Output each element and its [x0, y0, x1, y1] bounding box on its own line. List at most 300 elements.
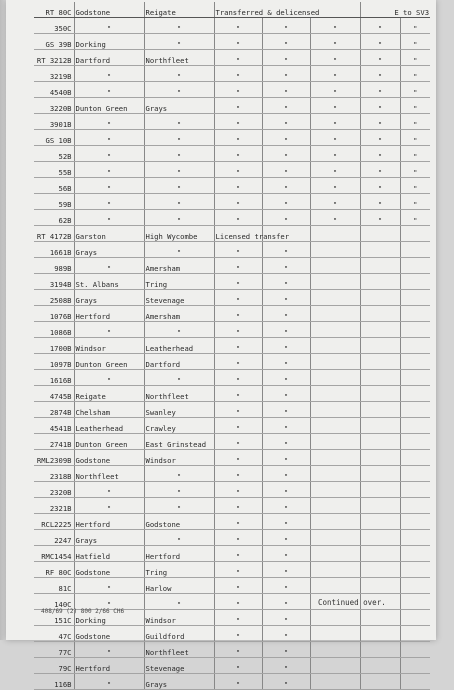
to-garage-cell: " — [144, 162, 214, 178]
to-garage-cell: Northfleet — [144, 386, 214, 402]
status-cell-5: " — [400, 18, 430, 34]
status-cell-3: " — [310, 34, 360, 50]
fleet-no-cell: RF 80C — [34, 562, 74, 578]
from-garage-cell: Godstone — [74, 626, 144, 642]
from-garage-cell: " — [74, 674, 144, 690]
status-cell: " — [214, 18, 262, 34]
status-cell-5 — [400, 386, 430, 402]
status-cell: " — [214, 322, 262, 338]
fleet-no-cell: 989B — [34, 258, 74, 274]
fleet-no-cell: 1076B — [34, 306, 74, 322]
status-cell-2: " — [262, 418, 310, 434]
from-garage-cell: Dorking — [74, 610, 144, 626]
status-cell-3 — [310, 402, 360, 418]
from-garage-cell: " — [74, 210, 144, 226]
status-cell-5: " — [400, 114, 430, 130]
status-cell: " — [214, 546, 262, 562]
status-cell-5 — [400, 546, 430, 562]
to-garage-cell: Amersham — [144, 306, 214, 322]
status-cell-3 — [310, 578, 360, 594]
status-cell-4 — [360, 546, 400, 562]
table-row — [34, 66, 430, 82]
from-garage-cell: Hertford — [74, 658, 144, 674]
status-cell-2: " — [262, 258, 310, 274]
status-cell-4: " — [360, 66, 400, 82]
status-cell-3 — [310, 370, 360, 386]
status-cell-4 — [360, 226, 400, 242]
from-garage-cell: Leatherhead — [74, 418, 144, 434]
status-cell-2: " — [262, 354, 310, 370]
table-row — [34, 274, 430, 290]
status-cell: " — [214, 242, 262, 258]
status-cell-5: " — [400, 210, 430, 226]
table-row — [34, 146, 430, 162]
from-garage-cell: " — [74, 482, 144, 498]
status-cell-4 — [360, 514, 400, 530]
status-cell-3: " — [310, 50, 360, 66]
status-cell-3 — [310, 418, 360, 434]
status-cell: " — [214, 34, 262, 50]
status-cell-2: " — [262, 322, 310, 338]
status-cell-3 — [310, 610, 360, 626]
status-cell-4 — [360, 338, 400, 354]
status-cell: " — [214, 130, 262, 146]
status-cell-3: " — [310, 178, 360, 194]
status-cell: " — [214, 482, 262, 498]
status-cell-2: " — [262, 466, 310, 482]
status-cell-3 — [310, 482, 360, 498]
status-cell-5 — [400, 466, 430, 482]
from-garage-cell: " — [74, 498, 144, 514]
status-cell: " — [214, 50, 262, 66]
from-garage-cell: " — [74, 146, 144, 162]
status-cell-3 — [310, 242, 360, 258]
status-cell: " — [214, 82, 262, 98]
from-garage-cell: Godstone — [74, 450, 144, 466]
status-cell-3 — [310, 562, 360, 578]
table-row — [34, 210, 430, 226]
status-cell: " — [214, 642, 262, 658]
status-cell-5: " — [400, 82, 430, 98]
status-cell-3 — [310, 514, 360, 530]
status-cell: " — [214, 434, 262, 450]
table-row — [34, 194, 430, 210]
status-cell-4 — [360, 386, 400, 402]
to-garage-cell: " — [144, 34, 214, 50]
header-end: E to SV3 — [360, 2, 430, 18]
fleet-no-cell: 2741B — [34, 434, 74, 450]
status-cell-3: " — [310, 114, 360, 130]
status-cell-5: " — [400, 162, 430, 178]
status-cell-5 — [400, 226, 430, 242]
fleet-no-cell: 77C — [34, 642, 74, 658]
header-from: Godstone — [74, 2, 144, 18]
to-garage-cell: " — [144, 530, 214, 546]
status-cell-5 — [400, 450, 430, 466]
status-cell: " — [214, 402, 262, 418]
to-garage-cell: East Grinstead — [144, 434, 214, 450]
status-cell-4: " — [360, 82, 400, 98]
from-garage-cell: " — [74, 130, 144, 146]
from-garage-cell: Northfleet — [74, 466, 144, 482]
from-garage-cell: St. Albans — [74, 274, 144, 290]
status-cell-5 — [400, 610, 430, 626]
status-cell-2: " — [262, 146, 310, 162]
continued-note: Continued over. — [318, 598, 386, 607]
status-cell-4 — [360, 242, 400, 258]
from-garage-cell: Dunton Green — [74, 354, 144, 370]
table-row — [34, 562, 430, 578]
status-cell: " — [214, 290, 262, 306]
to-garage-cell: " — [144, 482, 214, 498]
status-cell-2: " — [262, 18, 310, 34]
fleet-no-cell: 1700B — [34, 338, 74, 354]
to-garage-cell: Harlow — [144, 578, 214, 594]
fleet-no-cell: RML2309B — [34, 450, 74, 466]
fleet-no-cell: 2318B — [34, 466, 74, 482]
to-garage-cell: Swanley — [144, 402, 214, 418]
status-cell-5 — [400, 322, 430, 338]
status-cell-3 — [310, 338, 360, 354]
status-cell-5 — [400, 274, 430, 290]
status-cell-2: " — [262, 530, 310, 546]
status-cell-2: " — [262, 306, 310, 322]
fleet-no-cell: RT 4172B — [34, 226, 74, 242]
table-row — [34, 578, 430, 594]
table-row — [34, 450, 430, 466]
status-cell-2: " — [262, 34, 310, 50]
status-cell: " — [214, 418, 262, 434]
status-cell-4 — [360, 562, 400, 578]
status-cell-3 — [310, 498, 360, 514]
to-garage-cell: Windsor — [144, 610, 214, 626]
table-row — [34, 418, 430, 434]
fleet-no-cell: GS 39B — [34, 34, 74, 50]
status-cell-2: " — [262, 498, 310, 514]
to-garage-cell: Stevenage — [144, 290, 214, 306]
table-row — [34, 98, 430, 114]
to-garage-cell: Tring — [144, 562, 214, 578]
status-cell-2: " — [262, 514, 310, 530]
fleet-no-cell: 2321B — [34, 498, 74, 514]
status-cell-4: " — [360, 194, 400, 210]
status-cell-4: " — [360, 162, 400, 178]
status-cell-4 — [360, 674, 400, 690]
status-cell-3 — [310, 530, 360, 546]
table-row — [34, 434, 430, 450]
status-cell-2: " — [262, 82, 310, 98]
table-row — [34, 338, 430, 354]
fleet-no-cell: 116B — [34, 674, 74, 690]
to-garage-cell: " — [144, 82, 214, 98]
fleet-no-cell: 79C — [34, 658, 74, 674]
status-cell-4 — [360, 658, 400, 674]
vehicle-transfer-table — [34, 2, 430, 690]
status-cell: " — [214, 178, 262, 194]
from-garage-cell: Dunton Green — [74, 98, 144, 114]
status-cell-3: " — [310, 146, 360, 162]
table-row — [34, 258, 430, 274]
header-to: Reigate — [144, 2, 214, 18]
status-cell: " — [214, 98, 262, 114]
status-cell-5 — [400, 642, 430, 658]
from-garage-cell: " — [74, 82, 144, 98]
fleet-no-cell: 2247 — [34, 530, 74, 546]
status-cell-5 — [400, 674, 430, 690]
status-cell-4: " — [360, 114, 400, 130]
status-cell-4 — [360, 642, 400, 658]
table-row — [34, 50, 430, 66]
status-cell-2: " — [262, 210, 310, 226]
from-garage-cell: Dorking — [74, 34, 144, 50]
table-row — [34, 290, 430, 306]
status-cell: " — [214, 530, 262, 546]
status-cell-5: " — [400, 146, 430, 162]
table-row — [34, 466, 430, 482]
table-row — [34, 114, 430, 130]
to-garage-cell: Dartford — [144, 354, 214, 370]
fleet-no-cell: 1661B — [34, 242, 74, 258]
status-cell-3 — [310, 306, 360, 322]
status-cell-4 — [360, 450, 400, 466]
status-cell-3: " — [310, 82, 360, 98]
status-cell: " — [214, 450, 262, 466]
status-cell: " — [214, 306, 262, 322]
status-cell-2: " — [262, 114, 310, 130]
status-cell-2: " — [262, 370, 310, 386]
status-cell-4 — [360, 274, 400, 290]
fleet-no-cell: RCL2225 — [34, 514, 74, 530]
status-cell-3 — [310, 354, 360, 370]
to-garage-cell: " — [144, 178, 214, 194]
status-cell-5 — [400, 354, 430, 370]
status-cell-3 — [310, 466, 360, 482]
status-cell-3 — [310, 626, 360, 642]
status-cell: " — [214, 338, 262, 354]
from-garage-cell: " — [74, 162, 144, 178]
to-garage-cell: " — [144, 242, 214, 258]
status-cell-5 — [400, 626, 430, 642]
status-cell-5: " — [400, 194, 430, 210]
status-cell-2: " — [262, 642, 310, 658]
status-cell-4: " — [360, 18, 400, 34]
from-garage-cell: Garston — [74, 226, 144, 242]
header-row — [34, 2, 430, 18]
status-cell-5: " — [400, 50, 430, 66]
status-cell-3: " — [310, 210, 360, 226]
from-garage-cell: Windsor — [74, 338, 144, 354]
status-cell-2: " — [262, 178, 310, 194]
status-cell-4 — [360, 322, 400, 338]
status-cell: " — [214, 466, 262, 482]
status-cell-4 — [360, 530, 400, 546]
from-garage-cell: Chelsham — [74, 402, 144, 418]
table-row — [34, 162, 430, 178]
status-cell-3: " — [310, 66, 360, 82]
fleet-no-cell: 81C — [34, 578, 74, 594]
from-garage-cell: Hatfield — [74, 546, 144, 562]
table-row — [34, 178, 430, 194]
status-cell-4 — [360, 610, 400, 626]
status-cell-5: " — [400, 178, 430, 194]
status-cell: " — [214, 626, 262, 642]
status-cell-2: " — [262, 578, 310, 594]
table-row — [34, 386, 430, 402]
fleet-no-cell: RT 3212B — [34, 50, 74, 66]
status-cell-5 — [400, 290, 430, 306]
status-cell: " — [214, 370, 262, 386]
fleet-no-cell: RMC1454 — [34, 546, 74, 562]
status-cell-2: " — [262, 386, 310, 402]
status-cell: " — [214, 114, 262, 130]
table-row — [34, 514, 430, 530]
fleet-no-cell: 4540B — [34, 82, 74, 98]
status-cell: " — [214, 66, 262, 82]
status-cell-2: " — [262, 402, 310, 418]
status-cell-2: " — [262, 626, 310, 642]
status-cell-5: " — [400, 34, 430, 50]
status-cell-3: " — [310, 18, 360, 34]
to-garage-cell: " — [144, 66, 214, 82]
status-cell-4: " — [360, 34, 400, 50]
to-garage-cell: Amersham — [144, 258, 214, 274]
status-cell-2: " — [262, 450, 310, 466]
from-garage-cell: Dunton Green — [74, 434, 144, 450]
status-cell-4 — [360, 354, 400, 370]
table-row — [34, 306, 430, 322]
to-garage-cell: High Wycombe — [144, 226, 214, 242]
to-garage-cell: " — [144, 130, 214, 146]
from-garage-cell: Godstone — [74, 562, 144, 578]
from-garage-cell: Grays — [74, 290, 144, 306]
status-cell: " — [214, 162, 262, 178]
status-cell-4: " — [360, 178, 400, 194]
fleet-no-cell: 2320B — [34, 482, 74, 498]
to-garage-cell: Windsor — [144, 450, 214, 466]
status-cell-5 — [400, 578, 430, 594]
table-row — [34, 130, 430, 146]
table-row — [34, 498, 430, 514]
status-cell-3 — [310, 386, 360, 402]
status-cell-2: " — [262, 674, 310, 690]
status-cell-4: " — [360, 210, 400, 226]
document-page — [6, 0, 436, 689]
status-cell-2: " — [262, 290, 310, 306]
status-cell: " — [214, 514, 262, 530]
to-garage-cell: " — [144, 146, 214, 162]
fleet-no-cell: 52B — [34, 146, 74, 162]
status-cell-2: " — [262, 482, 310, 498]
status-cell-5 — [400, 418, 430, 434]
fleet-no-cell: 3194B — [34, 274, 74, 290]
fleet-no-cell: 55B — [34, 162, 74, 178]
status-cell-5: " — [400, 130, 430, 146]
fleet-no-cell: 151C — [34, 610, 74, 626]
from-garage-cell: " — [74, 322, 144, 338]
status-cell-2: " — [262, 610, 310, 626]
header-transfer: Transferred & delicensed — [214, 2, 360, 18]
status-cell-3 — [310, 258, 360, 274]
status-cell-2: " — [262, 162, 310, 178]
status-cell-4 — [360, 370, 400, 386]
status-cell-2: " — [262, 546, 310, 562]
table-row — [34, 674, 430, 690]
from-garage-cell: " — [74, 642, 144, 658]
to-garage-cell: " — [144, 594, 214, 610]
to-garage-cell: " — [144, 498, 214, 514]
table-row — [34, 370, 430, 386]
status-cell-3: " — [310, 162, 360, 178]
to-garage-cell: " — [144, 114, 214, 130]
status-cell-5 — [400, 482, 430, 498]
status-cell: " — [214, 498, 262, 514]
status-cell-2: " — [262, 242, 310, 258]
status-cell-5 — [400, 402, 430, 418]
fleet-no-cell: 4745B — [34, 386, 74, 402]
to-garage-cell: Northfleet — [144, 50, 214, 66]
status-cell-3 — [310, 434, 360, 450]
to-garage-cell: Hertford — [144, 546, 214, 562]
from-garage-cell: Hertford — [74, 514, 144, 530]
from-garage-cell: Reigate — [74, 386, 144, 402]
status-cell-3 — [310, 290, 360, 306]
fleet-no-cell: 2874B — [34, 402, 74, 418]
status-cell-5 — [400, 658, 430, 674]
table-row — [34, 626, 430, 642]
fleet-no-cell: GS 10B — [34, 130, 74, 146]
to-garage-cell: Godstone — [144, 514, 214, 530]
from-garage-cell: " — [74, 18, 144, 34]
status-cell-4 — [360, 626, 400, 642]
fleet-no-cell: 350C — [34, 18, 74, 34]
status-cell-4 — [360, 578, 400, 594]
to-garage-cell: Grays — [144, 674, 214, 690]
fleet-no-cell: 62B — [34, 210, 74, 226]
from-garage-cell: " — [74, 578, 144, 594]
to-garage-cell: Northfleet — [144, 642, 214, 658]
status-cell-3: " — [310, 194, 360, 210]
status-cell: " — [214, 562, 262, 578]
from-garage-cell: " — [74, 114, 144, 130]
fleet-no-cell: 1097B — [34, 354, 74, 370]
table-row — [34, 402, 430, 418]
table-row — [34, 226, 430, 242]
status-cell-4 — [360, 482, 400, 498]
table-row — [34, 242, 430, 258]
to-garage-cell: Guildford — [144, 626, 214, 642]
status-cell-3: " — [310, 130, 360, 146]
status-cell-3 — [310, 450, 360, 466]
status-cell-5 — [400, 434, 430, 450]
status-cell-3 — [310, 274, 360, 290]
status-cell: " — [214, 674, 262, 690]
fleet-no-cell: 3901B — [34, 114, 74, 130]
to-garage-cell: " — [144, 194, 214, 210]
status-cell-4: " — [360, 50, 400, 66]
status-cell: " — [214, 578, 262, 594]
table-row — [34, 546, 430, 562]
status-cell-2: " — [262, 658, 310, 674]
from-garage-cell: " — [74, 370, 144, 386]
status-cell-3 — [310, 226, 360, 242]
status-cell-2: " — [262, 338, 310, 354]
fleet-no-cell: 56B — [34, 178, 74, 194]
status-cell-3 — [310, 642, 360, 658]
table-row — [34, 34, 430, 50]
from-garage-cell: Grays — [74, 530, 144, 546]
table-row — [34, 82, 430, 98]
status-cell: " — [214, 386, 262, 402]
